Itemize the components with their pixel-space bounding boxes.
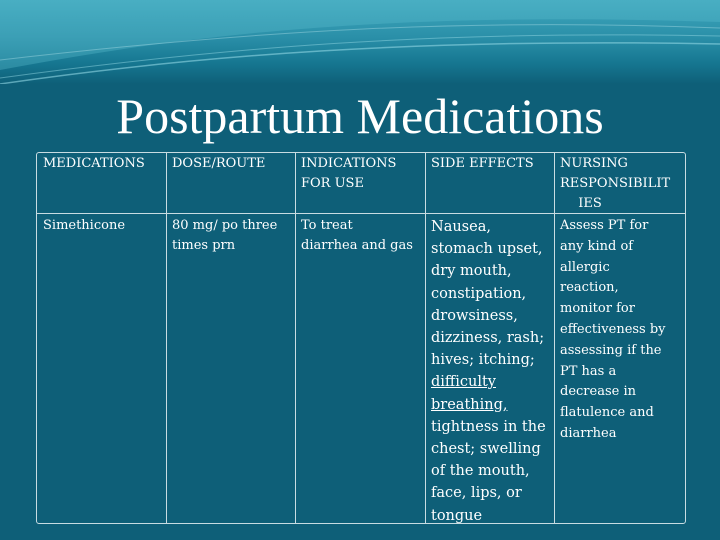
side-effect-line: face, lips, or: [431, 485, 522, 502]
nursing-line: reaction,: [560, 280, 619, 296]
nursing-line: monitor for: [560, 301, 635, 317]
side-effect-line: dizziness, rash;: [431, 330, 545, 347]
header-line: INDICATIONS: [301, 156, 397, 171]
header-nursing: [554, 153, 685, 213]
dose-line: times prn: [172, 238, 236, 253]
side-effect-line: chest; swelling: [431, 441, 541, 458]
dose-route: [166, 213, 295, 523]
header-band: [0, 0, 720, 84]
side-effect-line: dry mouth,: [431, 263, 512, 280]
nursing-responsibilities: [554, 213, 685, 523]
side-effect-line: drowsiness,: [431, 307, 518, 324]
nursing-line: allergic: [560, 259, 610, 275]
table-header-row: [37, 153, 685, 214]
indications: [295, 213, 425, 523]
medications-table: [36, 152, 686, 524]
medication-name: Simethicone: [43, 218, 126, 233]
side-effect-line: of the mouth,: [431, 463, 530, 480]
header-line: RESPONSIBILIT: [560, 176, 671, 191]
nursing-line: any kind of: [560, 238, 634, 254]
nursing-line: Assess PT for: [560, 218, 649, 233]
side-effect-line: Nausea,: [431, 219, 491, 235]
indication-line: diarrhea and gas: [301, 238, 413, 253]
nursing-line: assessing if the: [560, 342, 662, 358]
header-dose-route: DOSE/ROUTE: [172, 156, 266, 171]
indication-line: To treat: [301, 218, 353, 233]
table-row: [37, 213, 685, 523]
side-effect-line: tongue: [431, 507, 483, 524]
slide-title: Postpartum Medications: [116, 88, 604, 144]
side-effects: [425, 213, 554, 523]
side-effect-line: stomach upset,: [431, 241, 543, 258]
header-indications: [295, 153, 425, 213]
side-effect-line: hives; itching;: [431, 352, 535, 369]
header-line: FOR USE: [301, 176, 364, 191]
side-effect-line: constipation,: [431, 285, 527, 302]
side-effect-line: breathing,: [431, 396, 508, 413]
nursing-line: decrease in: [560, 384, 636, 400]
side-effect-line: difficulty: [431, 374, 496, 391]
nursing-line: PT has a: [560, 363, 617, 379]
nursing-line: flatulence and: [560, 405, 654, 421]
header-line: IES: [578, 196, 602, 211]
nursing-line: effectiveness by: [560, 321, 666, 337]
nursing-line: diarrhea: [560, 425, 617, 441]
side-effect-line: tightness in the: [431, 418, 546, 435]
dose-line: 80 mg/ po three: [172, 218, 278, 233]
header-side-effects: SIDE EFFECTS: [431, 156, 534, 171]
header-line: NURSING: [560, 156, 628, 171]
header-medications: MEDICATIONS: [43, 156, 145, 171]
decorative-waves: [0, 0, 720, 84]
